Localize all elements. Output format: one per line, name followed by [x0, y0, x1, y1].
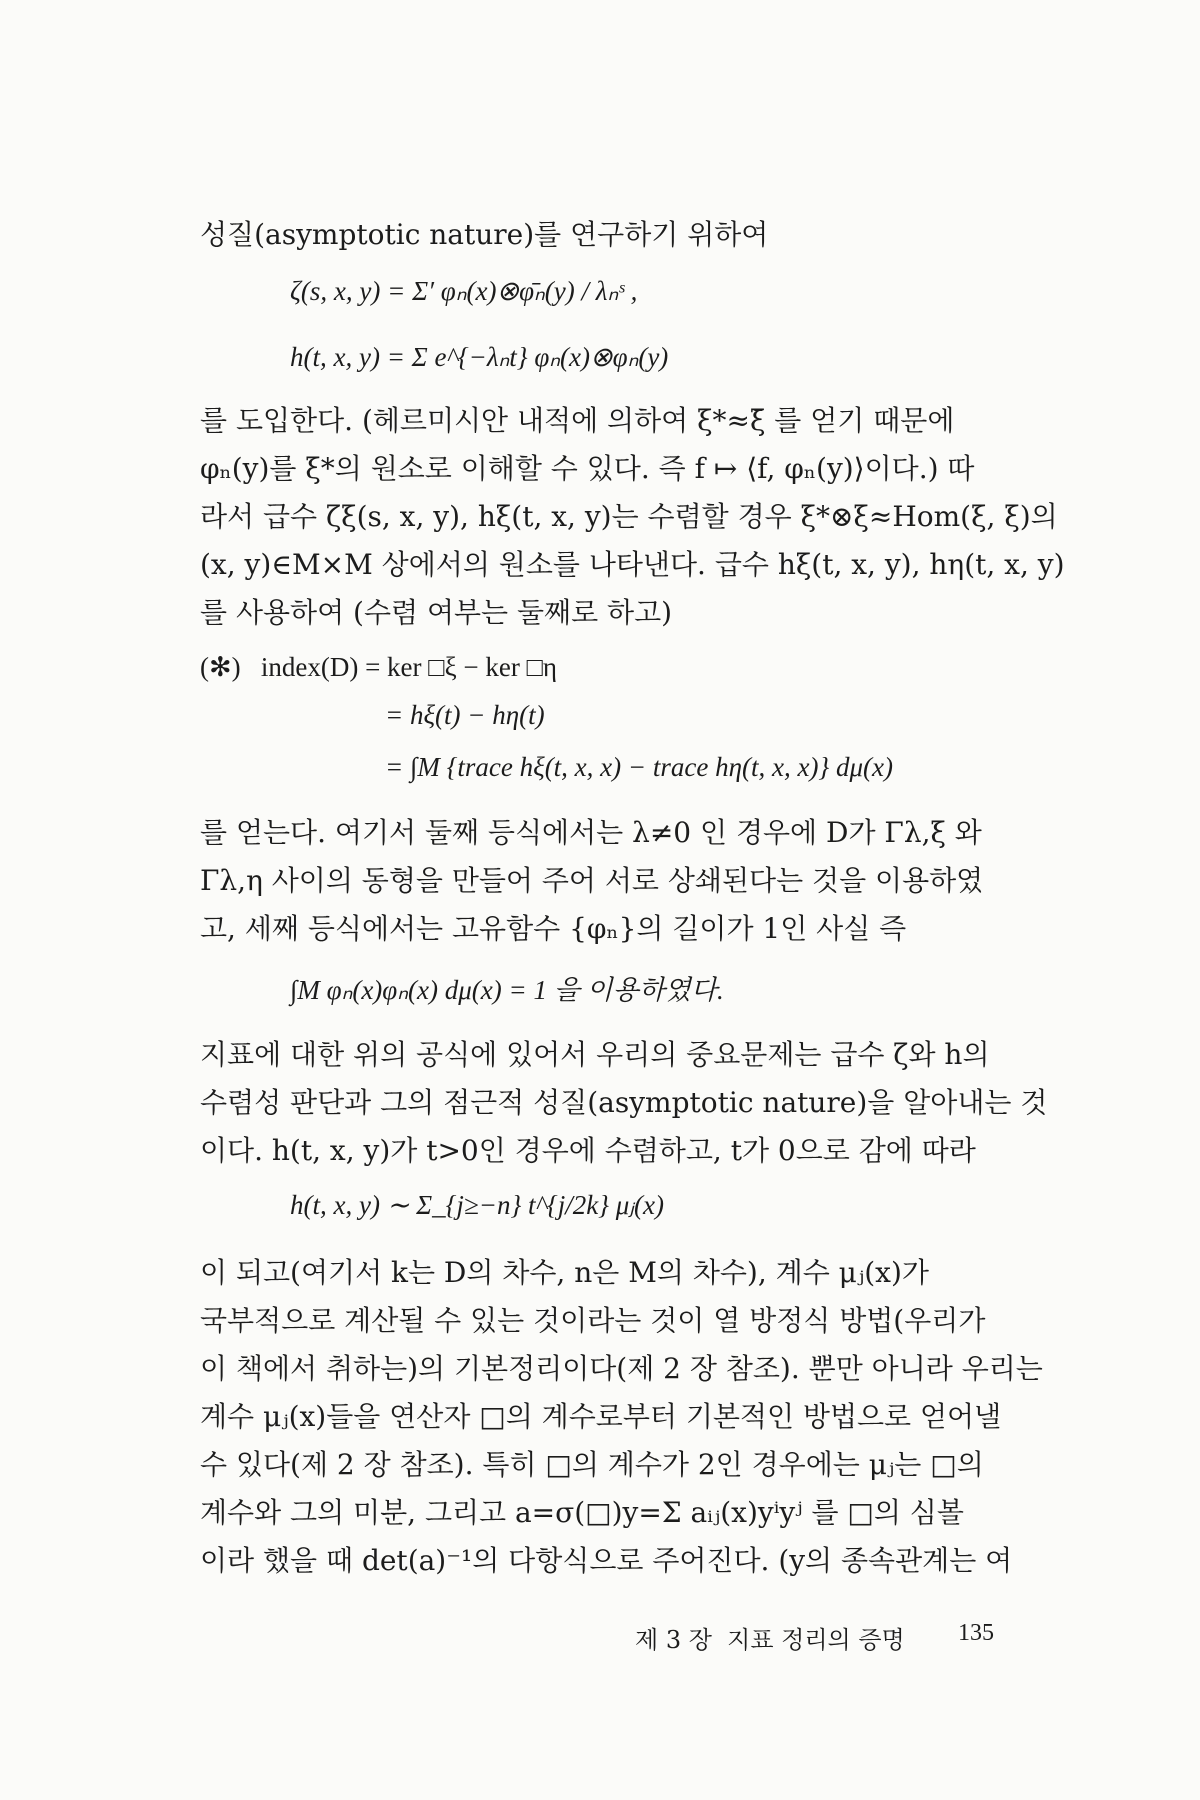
formula-index-2: = hξ(t) − hη(t): [385, 700, 545, 730]
chapter-footer: 제 3 장 지표 정리의 증명: [635, 1626, 905, 1654]
formula-normalization: ∫M φₙ(x)φₙ(x) dμ(x) = 1 을 이용하였다.: [290, 975, 724, 1005]
text-line: 라서 급수 ζξ(s, x, y), hξ(t, x, y)는 수렴할 경우 ξ*⊗ξ≈Hom(ξ, ξ)의: [200, 500, 1058, 533]
text-line: 를 도입한다. (헤르미시안 내적에 의하여 ξ*≈ξ̄ 를 얻기 때문에: [200, 404, 955, 437]
text-line: 를 얻는다. 여기서 둘째 등식에서는 λ≠0 인 경우에 D가 Γλ,ξ 와: [200, 816, 982, 849]
page-number: 135: [958, 1620, 994, 1646]
text-line: 국부적으로 계산될 수 있는 것이라는 것이 열 방정식 방법(우리가: [200, 1304, 986, 1337]
text-line: φₙ(y)를 ξ*의 원소로 이해할 수 있다. 즉 f ↦ ⟨f, φₙ(y)⟩이다.) 따: [200, 452, 975, 485]
text-line: (x, y)∈M×M 상에서의 원소를 나타낸다. 급수 hξ(t, x, y), hη(t, x, y): [200, 548, 1065, 581]
text-line: 이라 했을 때 det(a)⁻¹의 다항식으로 주어진다. (y의 종속관계는 여: [200, 1544, 1013, 1577]
text-line: 성질(asymptotic nature)를 연구하기 위하여: [200, 218, 769, 251]
text-line: 수렴성 판단과 그의 점근적 성질(asymptotic nature)을 알아내는 것: [200, 1086, 1048, 1119]
text-line: 이다. h(t, x, y)가 t>0인 경우에 수렴하고, t가 0으로 감에 따라: [200, 1134, 976, 1167]
text-line: 고, 세째 등식에서는 고유함수 {φₙ}의 길이가 1인 사실 즉: [200, 912, 907, 945]
formula-index-1: (✻) index(D) = ker □ξ − ker □η: [200, 652, 557, 682]
text-line: 수 있다(제 2 장 참조). 특히 □의 계수가 2인 경우에는 μⱼ는 □의: [200, 1448, 984, 1481]
text-line: 를 사용하여 (수렴 여부는 둘째로 하고): [200, 596, 673, 629]
formula-heat-kernel: h(t, x, y) = Σ e^{−λₙt} φₙ(x)⊗φₙ(y): [290, 342, 669, 372]
formula-asymptotic: h(t, x, y) ∼ Σ_{j≥−n} t^{j/2k} μⱼ(x): [290, 1190, 664, 1220]
text-line: 이 책에서 취하는)의 기본정리이다(제 2 장 참조). 뿐만 아니라 우리는: [200, 1352, 1043, 1385]
text-line: 이 되고(여기서 k는 D의 차수, n은 M의 차수), 계수 μⱼ(x)가: [200, 1256, 929, 1289]
text-line: Γλ,η 사이의 동형을 만들어 주어 서로 상쇄된다는 것을 이용하였: [200, 864, 984, 897]
formula-index-3: = ∫M {trace hξ(t, x, x) − trace hη(t, x, x)} dμ(x): [385, 752, 894, 782]
text-line: 지표에 대한 위의 공식에 있어서 우리의 중요문제는 급수 ζ와 h의: [200, 1038, 990, 1071]
text-line: 계수 μⱼ(x)들을 연산자 □의 계수로부터 기본적인 방법으로 얻어낼: [200, 1400, 1002, 1433]
formula-zeta: ζ(s, x, y) = Σ′ φₙ(x)⊗φ̄ₙ(y) / λₙˢ ,: [290, 276, 638, 306]
text-line: 계수와 그의 미분, 그리고 a=σ(□)y=Σ aᵢⱼ(x)yⁱyʲ 를 □의 심볼: [200, 1496, 964, 1529]
